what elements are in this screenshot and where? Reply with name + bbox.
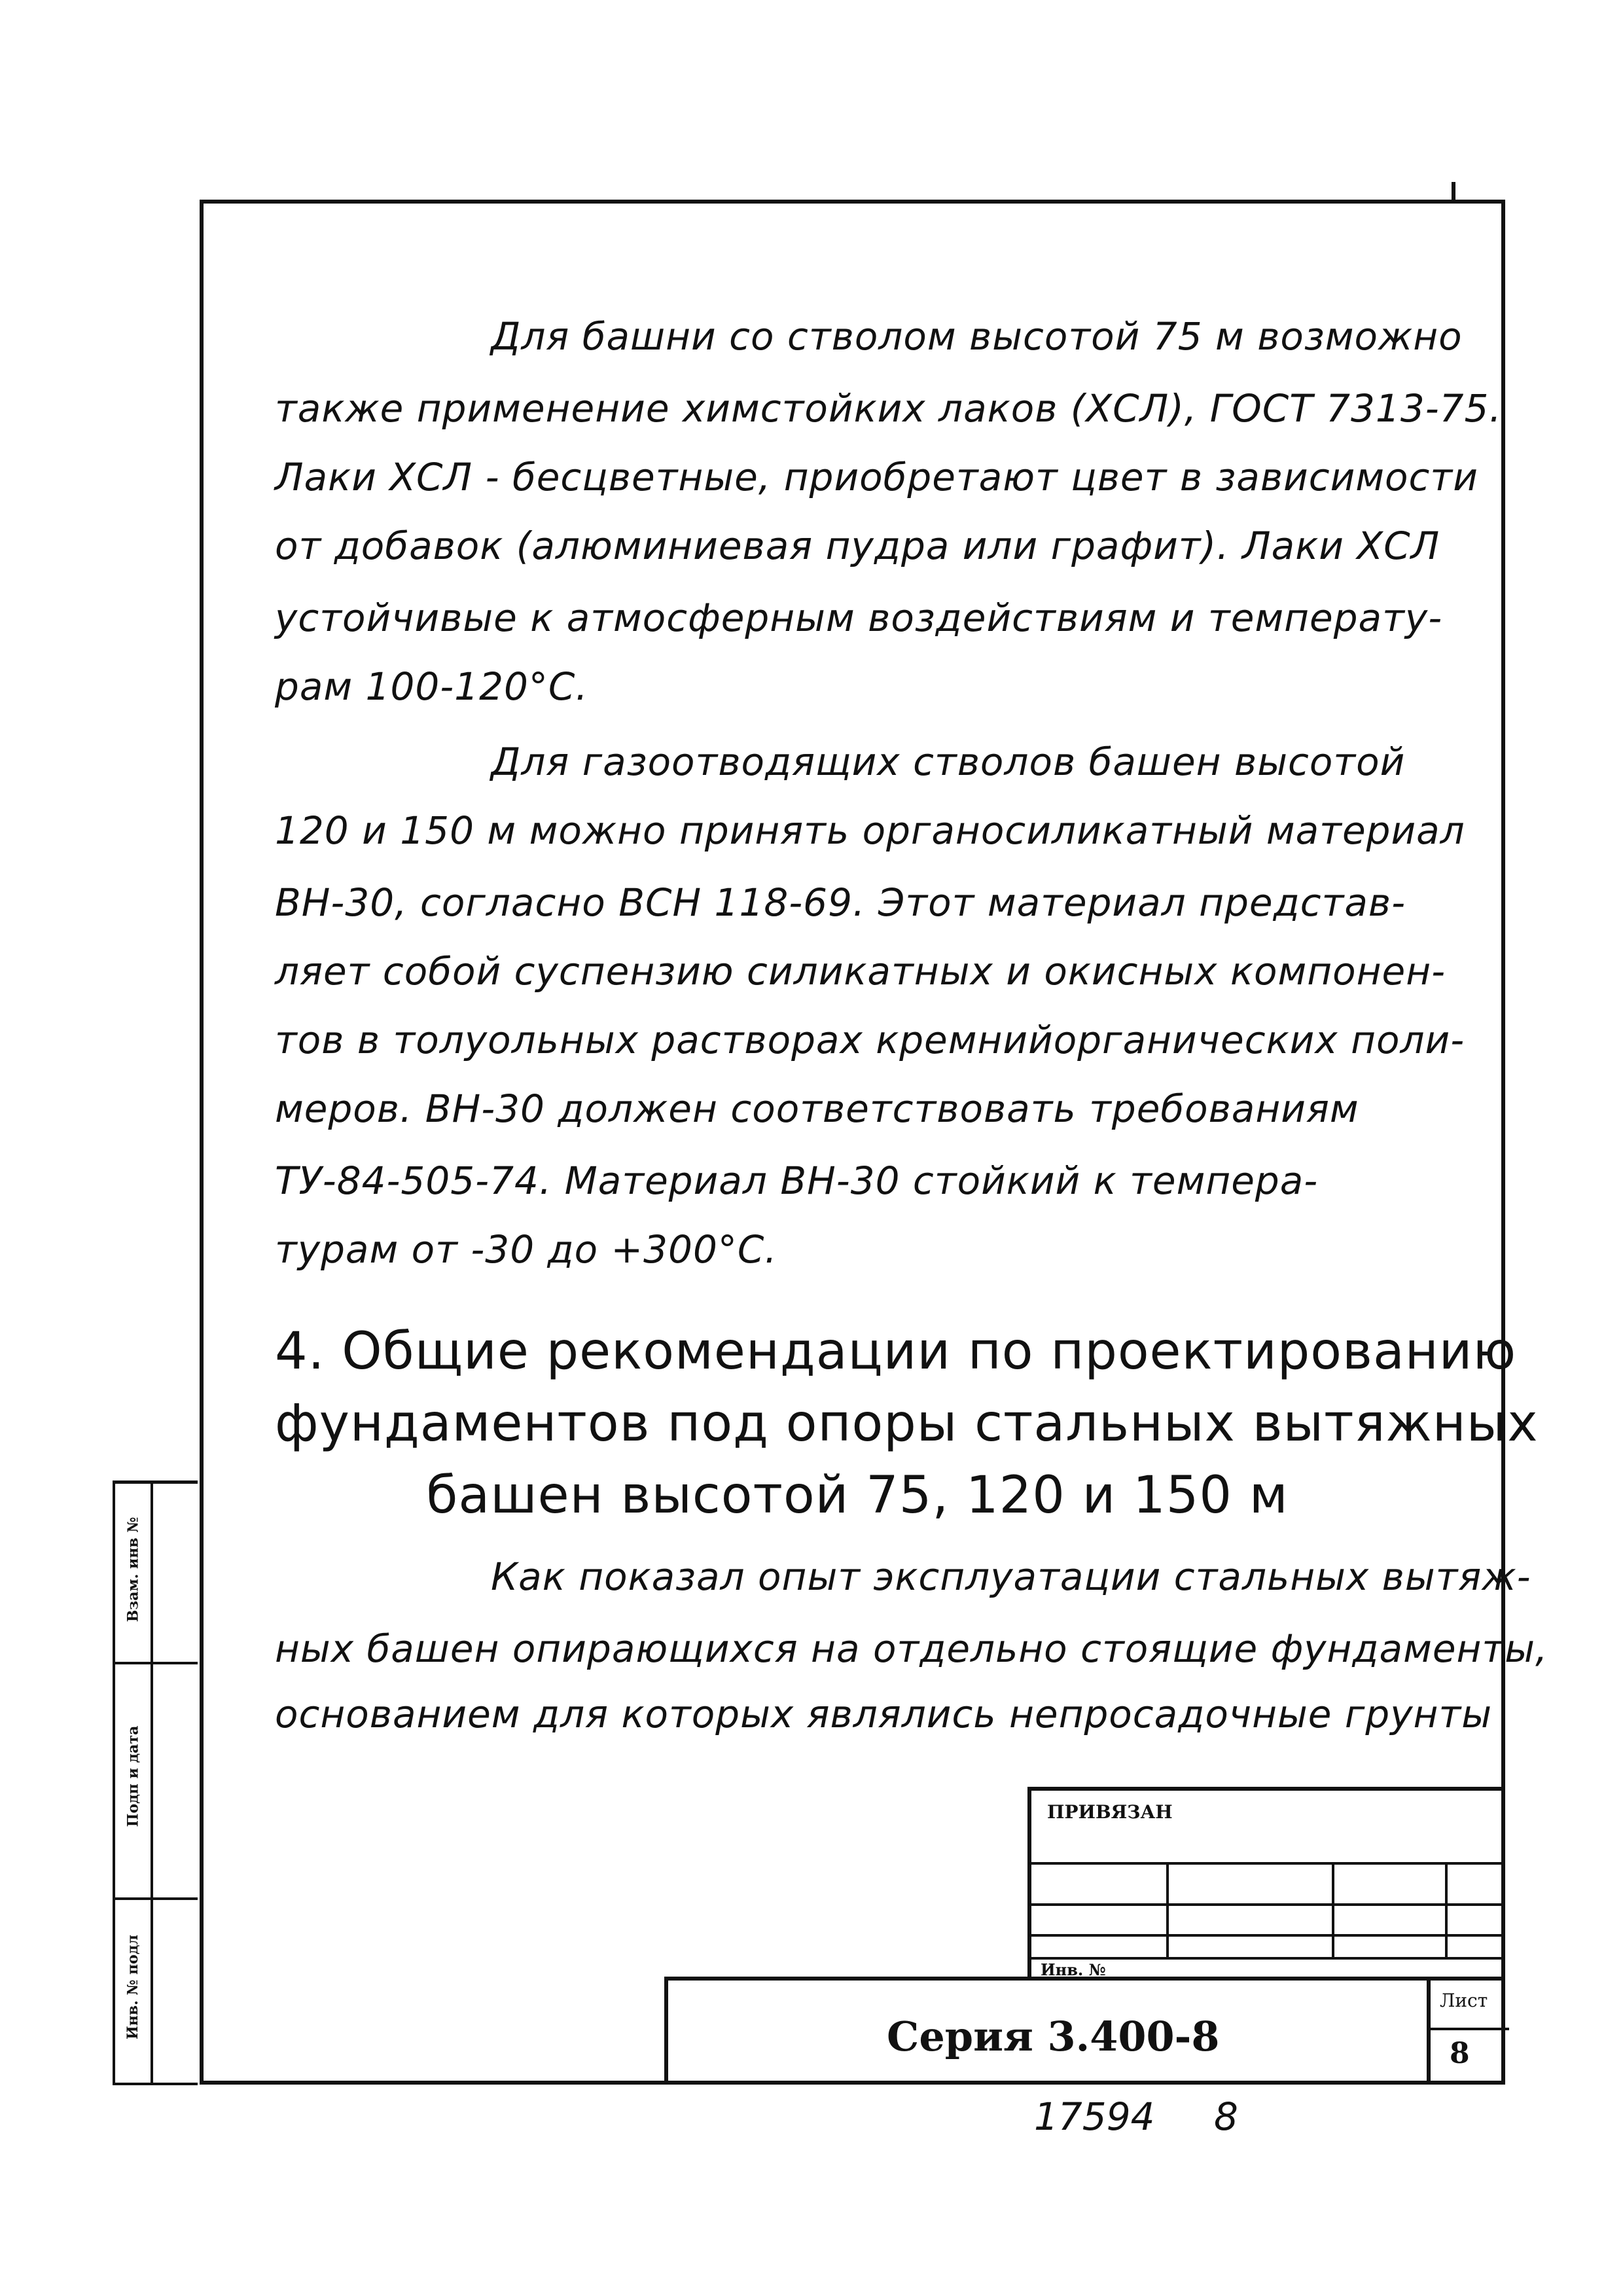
text-line: ТУ-84-505-74. Материал ВН-30 стойкий к темпера- [275, 1158, 1319, 1203]
text-line: Для башни со стволом высотой 75 м возможно [491, 314, 1463, 359]
text-line: ВН-30, согласно ВСН 118-69. Этот материал представ- [275, 880, 1406, 925]
text-line: Как показал опыт эксплуатации стальных вытяж- [491, 1554, 1531, 1599]
table-rule [1332, 1862, 1334, 1957]
heading-line: фундаментов под опоры стальных вытяжных [275, 1394, 1539, 1453]
text-line: Лаки ХСЛ - бесцветные, приобретают цвет в зависимости [275, 455, 1478, 499]
section-heading [275, 1322, 1539, 1532]
table-rule [1445, 1862, 1448, 1957]
table-rule [1027, 1934, 1505, 1937]
heading-line: башен высотой 75, 120 и 150 м [426, 1466, 1289, 1525]
text-line: турам от -30 до +300°С. [275, 1227, 777, 1272]
text-line: 120 и 150 м можно принять органосиликатный материал [275, 808, 1465, 853]
table-rule [1166, 1862, 1169, 1957]
text-line: устойчивые к атмосферным воздействиям и температу- [275, 596, 1443, 640]
sheet-cell-divider [1431, 2028, 1509, 2030]
text-line: тов в толуольных растворах кремнийорганических поли- [275, 1018, 1465, 1062]
document-number: 17594 [1034, 2094, 1155, 2139]
text-line: от добавок (алюминиевая пудра или графит). Лаки ХСЛ [275, 524, 1440, 568]
inventory-number-label: Инв. № [1041, 1960, 1106, 1979]
series-label: Серия 3.400-8 [887, 2013, 1220, 2060]
sheet-number: 8 [1450, 2037, 1470, 2070]
text-line: также применение химстойких лаков (ХСЛ), ГОСТ 7313-75. [275, 386, 1502, 431]
table-rule [1027, 1957, 1505, 1960]
stamp-label-replacement-inv: Взам. инв № [124, 1516, 142, 1623]
text-line: ляет собой суспензию силикатных и окисных компонен- [275, 949, 1446, 994]
text-line: основанием для которых являлись непросадочные грунты [275, 1692, 1493, 1736]
text-line: меров. ВН-30 должен соответствовать требованиям [275, 1086, 1359, 1131]
paragraph-2 [275, 740, 1465, 1296]
text-line: ных башен опирающихся на отдельно стоящие фундаменты, [275, 1626, 1548, 1671]
edge-tick-mark [1452, 182, 1455, 202]
stamp-label-original-inv: Инв. № подл [124, 1934, 142, 2039]
paragraph-3 [275, 1554, 1548, 1751]
sheet-label: Лист [1440, 1990, 1488, 2011]
binding-label: ПРИВЯЗАН [1047, 1801, 1173, 1823]
heading-line: 4. Общие рекомендации по проектированию [275, 1322, 1517, 1381]
stamp-divider [113, 1484, 115, 2083]
stamp-divider [113, 2083, 198, 2085]
paragraph-1 [275, 314, 1502, 733]
stamp-divider [151, 1484, 153, 2083]
footer-page-number: 8 [1214, 2094, 1238, 2139]
table-rule [1027, 1862, 1505, 1865]
text-line: Для газоотводящих стволов башен высотой [491, 740, 1406, 784]
table-rule [1027, 1903, 1505, 1906]
text-line: рам 100-120°С. [275, 664, 588, 709]
stamp-label-signature-date: Подп и дата [124, 1725, 141, 1827]
